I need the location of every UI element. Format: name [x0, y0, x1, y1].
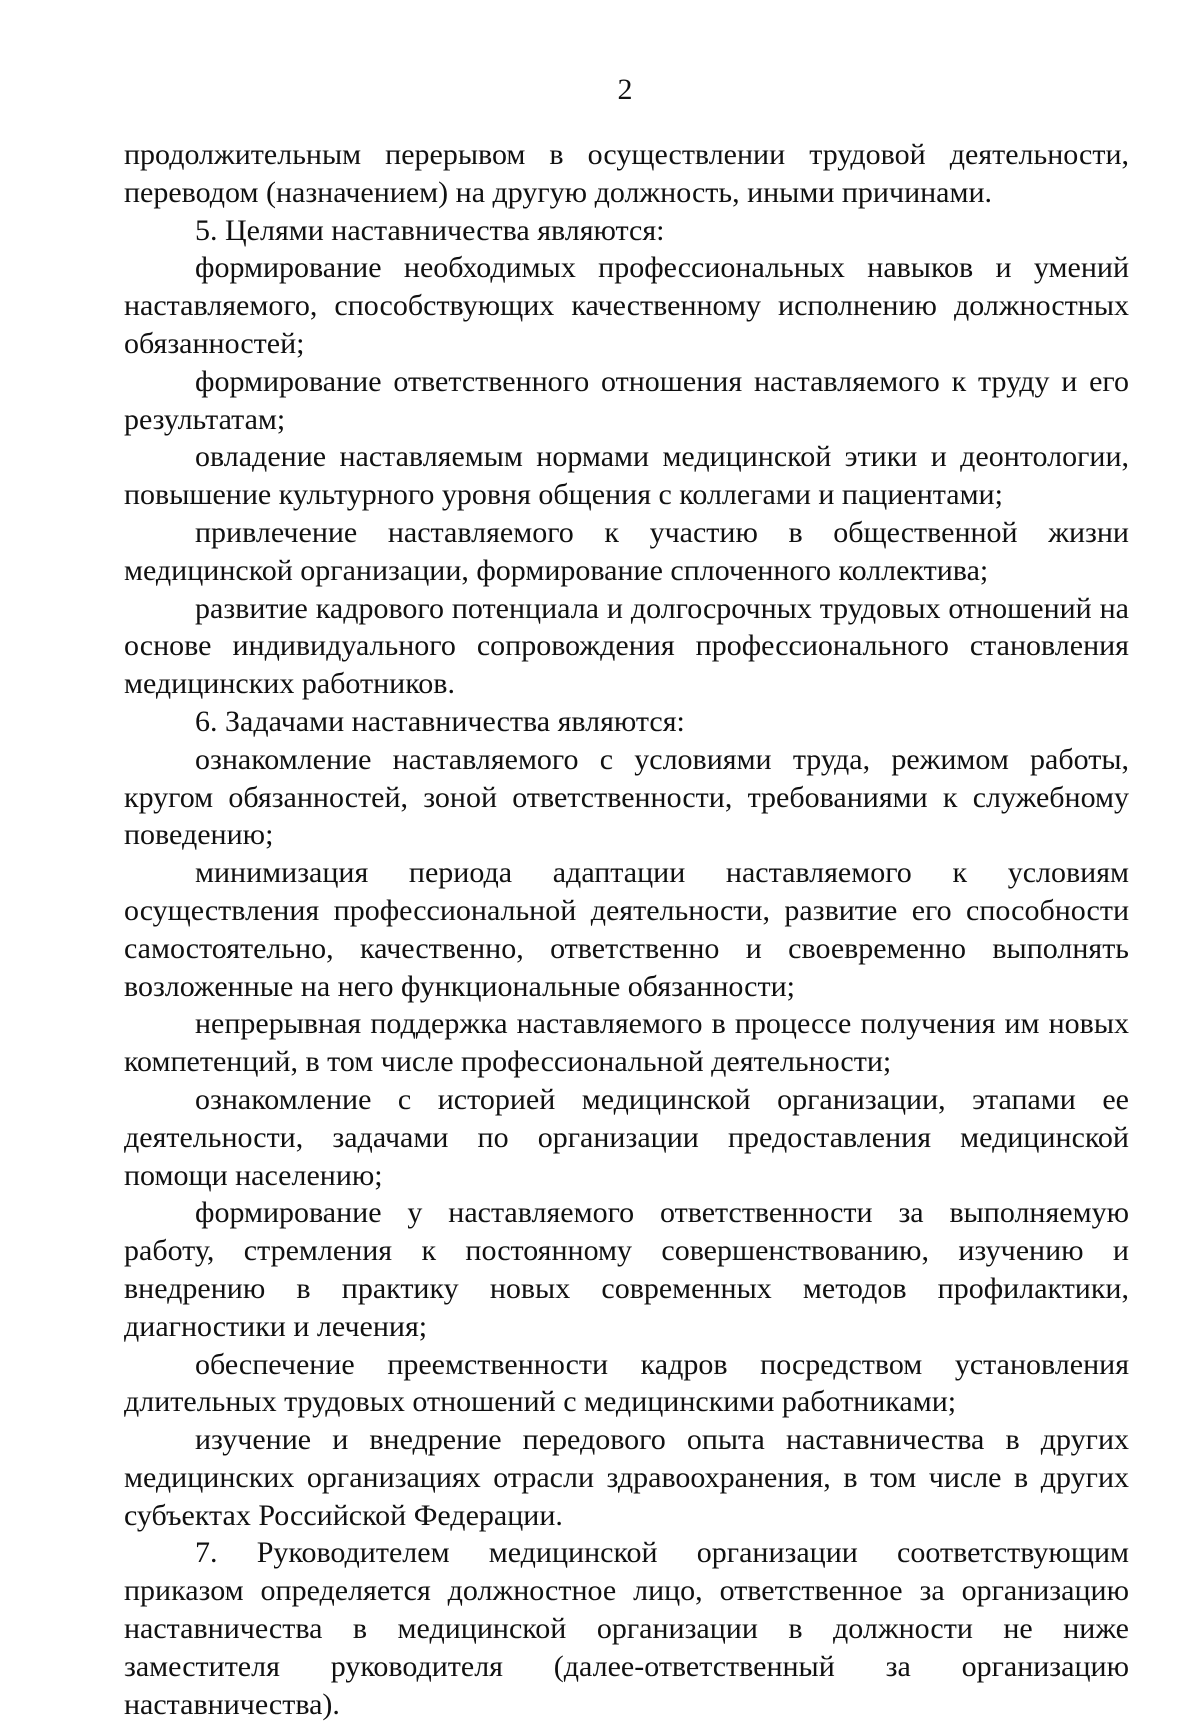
document-body [124, 136, 1129, 1723]
section-7-paragraph: 7. Руководителем медицинской организации соответствующим приказом определяется должностное лицо, ответственное за организацию наставничества в медицинской организации в должности не ниже заместителя руководителя (далее-ответственный за организацию наставничества). [124, 1536, 1129, 1721]
task-item: минимизация периода адаптации наставляемого к условиям осуществления профессиональной деятельности, развитие его способности самостоятельно, качественно, ответственно и своевременно выполнять возложенные на него функциональные обязанности; [124, 856, 1129, 1003]
goal-item: формирование ответственного отношения наставляемого к труду и его результатам; [124, 364, 1129, 436]
goal-item: формирование необходимых профессиональных навыков и умений наставляемого, способствующих качественному исполнению должностных обязанностей; [124, 251, 1129, 360]
section-5-heading: 5. Целями наставничества являются: [195, 213, 665, 247]
task-item: ознакомление наставляемого с условиями труда, режимом работы, кругом обязанностей, зоной ответственности, требованиями к служебному поведению; [124, 742, 1129, 852]
task-item: формирование у наставляемого ответственности за выполняемую работу, стремления к постоянному совершенствованию, изучению и внедрению в практику новых современных методов профилактики, диагностики и лечения; [124, 1196, 1129, 1343]
task-item: обеспечение преемственности кадров посредством установления длительных трудовых отношений с медицинскими работниками; [124, 1347, 1129, 1419]
section-6-heading: 6. Задачами наставничества являются: [195, 704, 685, 738]
goal-item: овладение наставляемым нормами медицинской этики и деонтологии, повышение культурного уровня общения с коллегами и пациентами; [124, 440, 1129, 512]
goal-item: привлечение наставляемого к участию в общественной жизни медицинской организации, формирование сплоченного коллектива; [124, 515, 1129, 587]
paragraph-continuation: продолжительным перерывом в осуществлении трудовой деятельности, переводом (назначением) на другую должность, иными причинами. [124, 138, 1129, 209]
task-item: ознакомление с историей медицинской организации, этапами ее деятельности, задачами по организации предоставления медицинской помощи населению; [124, 1082, 1129, 1192]
page-number: 2 [617, 73, 633, 106]
goal-item: развитие кадрового потенциала и долгосрочных трудовых отношений на основе индивидуального сопровождения профессионального становления медицинских работников. [124, 591, 1129, 701]
task-item: изучение и внедрение передового опыта наставничества в других медицинских организациях отрасли здравоохранения, в том числе в других субъектах Российской Федерации. [124, 1423, 1129, 1532]
task-item: непрерывная поддержка наставляемого в процессе получения им новых компетенций, в том числе профессиональной деятельности; [124, 1007, 1129, 1079]
